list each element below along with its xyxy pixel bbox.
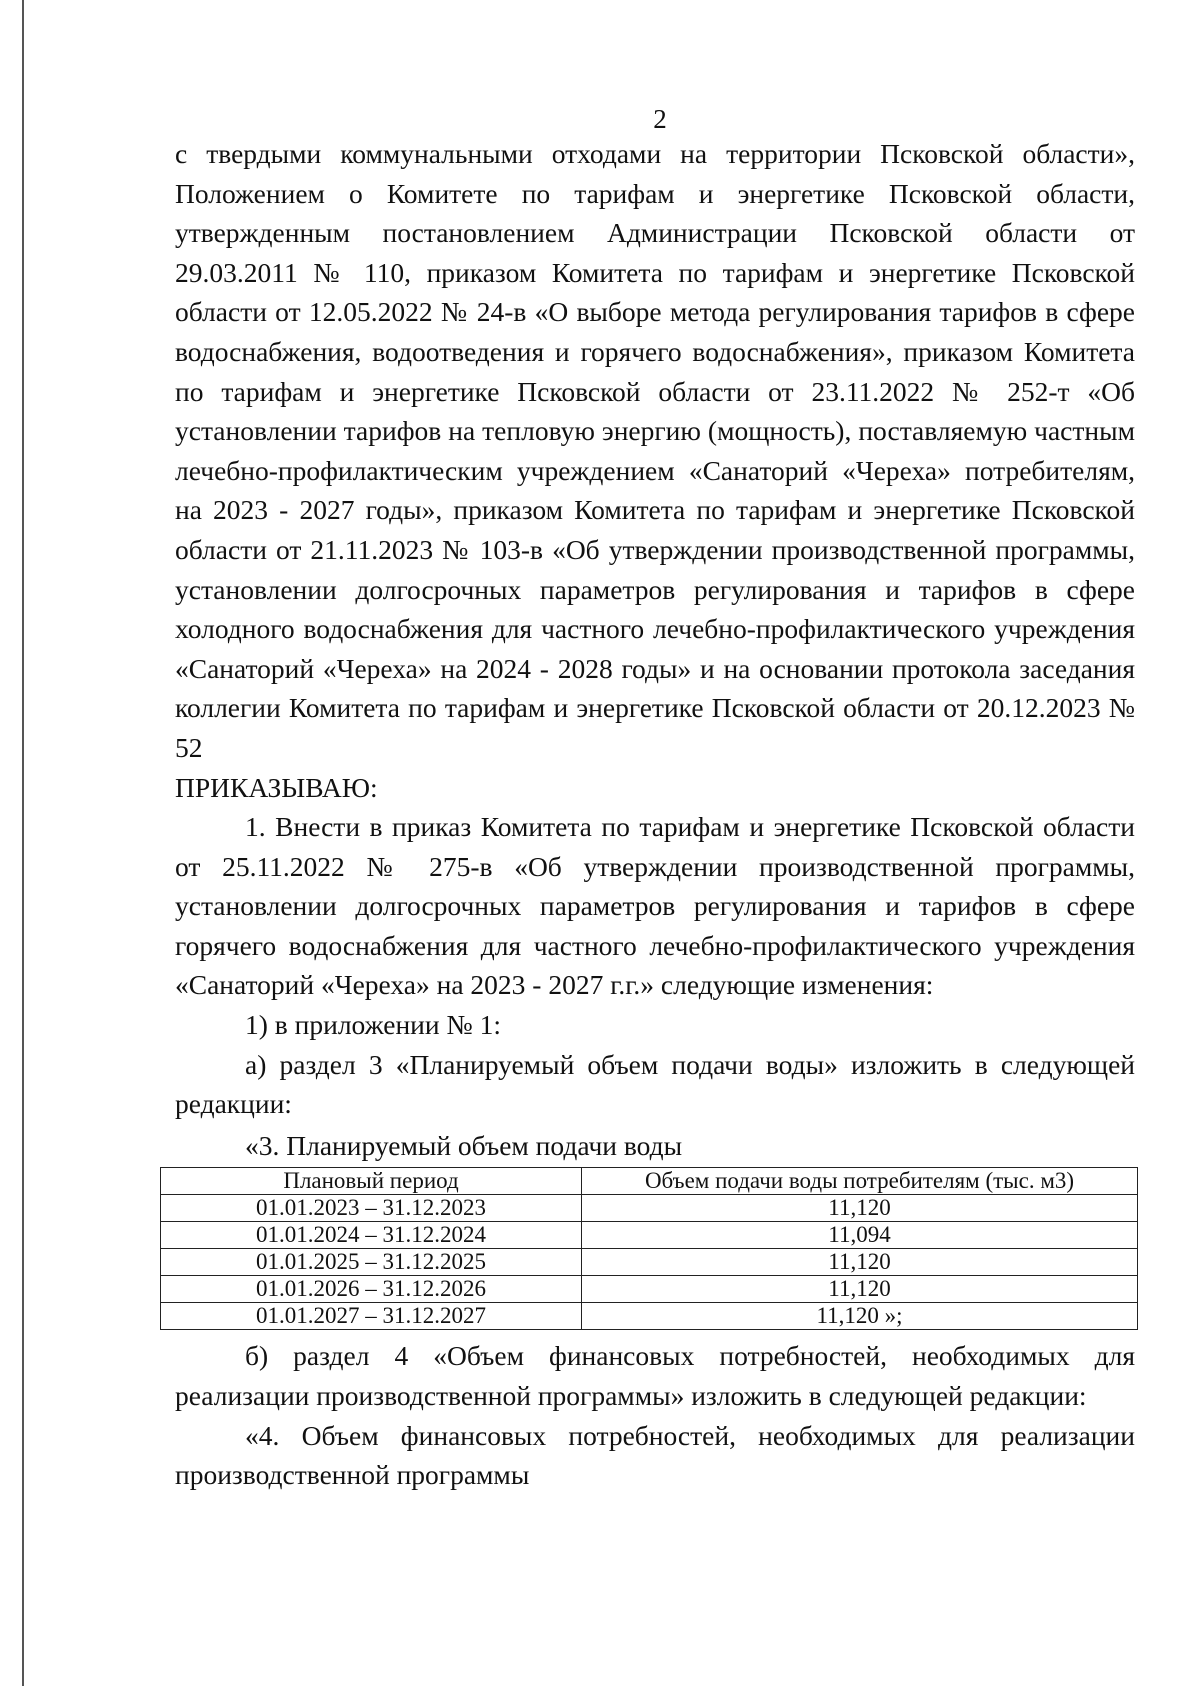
scan-edge-line <box>22 0 24 1686</box>
paragraph-section-4: «4. Объем финансовых потребностей, необходимых для реализации производственной программы <box>175 1419 1135 1491</box>
table-cell-period: 01.01.2027 – 31.12.2027 <box>161 1303 582 1330</box>
table-header-row <box>161 1168 1138 1195</box>
paragraph-legal-basis: с твердыми коммунальными отходами на территории Псковской области», Положением о Комитете по тарифам и энергетике Псковской области, утвержденным постановлением Администрации Псковской области от 29.03.2011 № 110, приказом Комитета по тарифам и энергетике Псковской области от 12.05.2022 № 24-в «О выборе метода регулирования тарифов в сфере водоснабжения, водоотведения и горячего водоснабжения», приказом Комитета по тарифам и энергетике Псковской области от 23.11.2022 № 252-т «Об установлении тарифов на тепловую энергию (мощность), поставляемую частным лечебно-профилактическим учреждением «Санаторий «Череха» потребителям, на 2023 - 2027 годы», приказом Комитета по тарифам и энергетике Псковской области от 21.11.2023 № 103-в «Об утверждении производственной программы, установлении долгосрочных параметров регулирования и тарифов в сфере холодного водоснабжения для частного лечебно-профилактического учреждения «Санаторий «Череха» на 2024 - 2028 годы» и на основании протокола заседания коллегии Комитета по тарифам и энергетике Псковской области от 20.12.2023 № 52 <box>175 138 1135 763</box>
order-heading: ПРИКАЗЫВАЮ: <box>175 771 378 803</box>
table-row <box>161 1195 1138 1222</box>
document-body <box>175 134 1135 1495</box>
table-cell-period: 01.01.2024 – 31.12.2024 <box>161 1222 582 1249</box>
table-header-period: Плановый период <box>161 1168 582 1195</box>
table-row <box>161 1249 1138 1276</box>
table-row <box>161 1276 1138 1303</box>
table-header-volume: Объем подачи воды потребителям (тыс. м3) <box>582 1168 1138 1195</box>
table-cell-volume: 11,120 <box>582 1249 1138 1276</box>
table-cell-period: 01.01.2025 – 31.12.2025 <box>161 1249 582 1276</box>
table-row <box>161 1303 1138 1330</box>
paragraph-sub-b: б) раздел 4 «Объем финансовых потребностей, необходимых для реализации производственной программы» изложить в следующей редакции: <box>175 1340 1135 1412</box>
table-cell-period: 01.01.2023 – 31.12.2023 <box>161 1195 582 1222</box>
table-row <box>161 1222 1138 1249</box>
table-cell-volume: 11,094 <box>582 1222 1138 1249</box>
paragraph-item-1: 1. Внести в приказ Комитета по тарифам и энергетике Псковской области от 25.11.2022 № 275-в «Об утверждении производственной программы, установлении долгосрочных параметров регулирования и тарифов в сфере горячего водоснабжения для частного лечебно-профилактического учреждения «Санаторий «Череха» на 2023 - 2027 г.г.» следующие изменения: <box>175 811 1135 1001</box>
table-cell-period: 01.01.2026 – 31.12.2026 <box>161 1276 582 1303</box>
table-cell-volume: 11,120 »; <box>582 1303 1138 1330</box>
table-cell-volume: 11,120 <box>582 1195 1138 1222</box>
table-cell-volume: 11,120 <box>582 1276 1138 1303</box>
paragraph-sub-1: 1) в приложении № 1: <box>245 1009 501 1041</box>
page-number: 2 <box>653 104 667 134</box>
water-supply-table <box>160 1167 1138 1330</box>
paragraph-sub-a: а) раздел 3 «Планируемый объем подачи воды» изложить в следующей редакции: <box>175 1048 1135 1120</box>
table-caption: «3. Планируемый объем подачи воды <box>245 1129 683 1161</box>
